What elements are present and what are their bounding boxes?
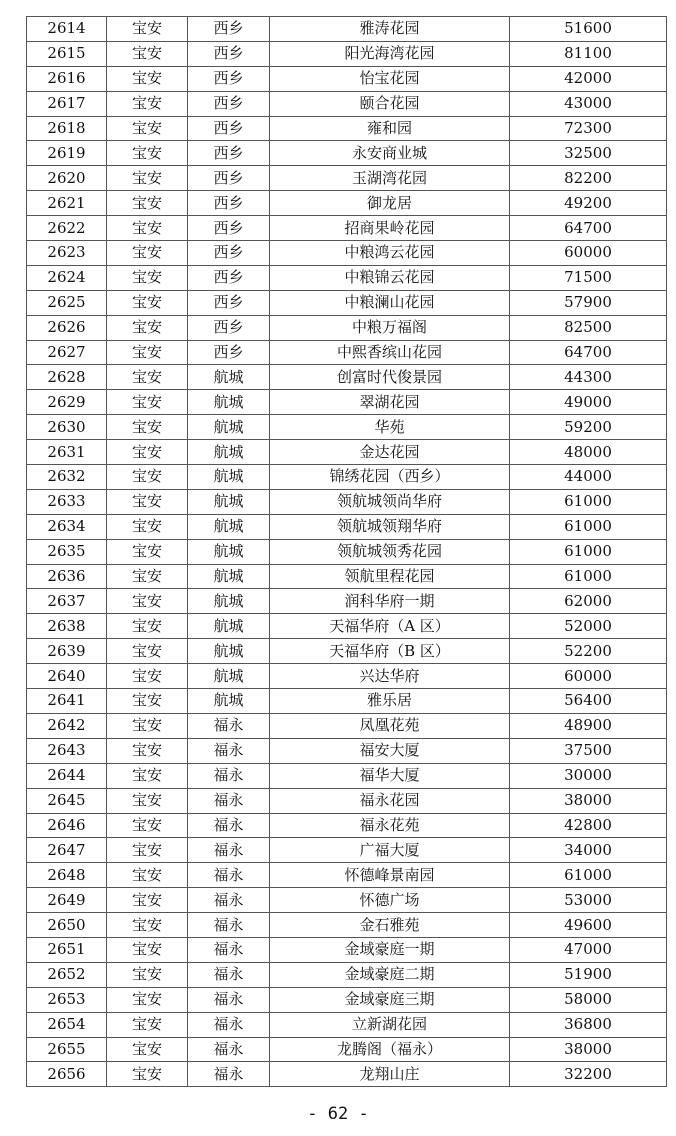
subdistrict-cell: 福永	[188, 1012, 270, 1037]
price-table-body	[27, 17, 667, 1087]
row-number-cell: 2621	[27, 191, 107, 216]
row-number-cell: 2642	[27, 713, 107, 738]
district-cell: 宝安	[107, 689, 188, 714]
community-name-cell: 领航里程花园	[270, 564, 510, 589]
price-cell: 61000	[510, 863, 667, 888]
community-name-cell: 金域豪庭一期	[270, 937, 510, 962]
community-name-cell: 龙腾阁（福永）	[270, 1037, 510, 1062]
subdistrict-cell: 航城	[188, 390, 270, 415]
community-name-cell: 福永花苑	[270, 813, 510, 838]
subdistrict-cell: 航城	[188, 589, 270, 614]
district-cell: 宝安	[107, 290, 188, 315]
table-row	[27, 116, 667, 141]
price-cell: 59200	[510, 415, 667, 440]
district-cell: 宝安	[107, 1012, 188, 1037]
price-cell: 60000	[510, 664, 667, 689]
subdistrict-cell: 西乡	[188, 41, 270, 66]
subdistrict-cell: 福永	[188, 962, 270, 987]
row-number-cell: 2639	[27, 639, 107, 664]
row-number-cell: 2640	[27, 664, 107, 689]
price-cell: 44000	[510, 465, 667, 490]
row-number-cell: 2631	[27, 440, 107, 465]
row-number-cell: 2617	[27, 91, 107, 116]
community-name-cell: 颐合花园	[270, 91, 510, 116]
table-row	[27, 664, 667, 689]
row-number-cell: 2655	[27, 1037, 107, 1062]
table-row	[27, 763, 667, 788]
community-name-cell: 雅乐居	[270, 689, 510, 714]
community-name-cell: 怀德广场	[270, 888, 510, 913]
district-cell: 宝安	[107, 141, 188, 166]
district-cell: 宝安	[107, 166, 188, 191]
subdistrict-cell: 西乡	[188, 166, 270, 191]
page-number: - 62 -	[307, 1104, 369, 1124]
community-name-cell: 中粮鸿云花园	[270, 241, 510, 266]
community-name-cell: 金达花园	[270, 440, 510, 465]
community-name-cell: 金域豪庭二期	[270, 962, 510, 987]
subdistrict-cell: 福永	[188, 888, 270, 913]
district-cell: 宝安	[107, 489, 188, 514]
community-name-cell: 阳光海湾花园	[270, 41, 510, 66]
table-row	[27, 713, 667, 738]
row-number-cell: 2618	[27, 116, 107, 141]
district-cell: 宝安	[107, 913, 188, 938]
row-number-cell: 2653	[27, 987, 107, 1012]
district-cell: 宝安	[107, 91, 188, 116]
subdistrict-cell: 航城	[188, 440, 270, 465]
table-row	[27, 440, 667, 465]
price-cell: 48000	[510, 440, 667, 465]
district-cell: 宝安	[107, 1062, 188, 1087]
community-name-cell: 招商果岭花园	[270, 216, 510, 241]
row-number-cell: 2638	[27, 614, 107, 639]
district-cell: 宝安	[107, 17, 188, 42]
price-cell: 42000	[510, 66, 667, 91]
subdistrict-cell: 航城	[188, 465, 270, 490]
district-cell: 宝安	[107, 116, 188, 141]
district-cell: 宝安	[107, 614, 188, 639]
subdistrict-cell: 福永	[188, 937, 270, 962]
row-number-cell: 2619	[27, 141, 107, 166]
table-row	[27, 639, 667, 664]
district-cell: 宝安	[107, 241, 188, 266]
table-row	[27, 315, 667, 340]
subdistrict-cell: 福永	[188, 987, 270, 1012]
price-cell: 51600	[510, 17, 667, 42]
table-row	[27, 489, 667, 514]
table-row	[27, 66, 667, 91]
price-cell: 43000	[510, 91, 667, 116]
district-cell: 宝安	[107, 763, 188, 788]
row-number-cell: 2616	[27, 66, 107, 91]
district-cell: 宝安	[107, 987, 188, 1012]
community-name-cell: 兴达华府	[270, 664, 510, 689]
price-cell: 34000	[510, 838, 667, 863]
table-row	[27, 614, 667, 639]
district-cell: 宝安	[107, 788, 188, 813]
community-name-cell: 怡宝花园	[270, 66, 510, 91]
community-name-cell: 金域豪庭三期	[270, 987, 510, 1012]
table-row	[27, 415, 667, 440]
price-cell: 72300	[510, 116, 667, 141]
row-number-cell: 2628	[27, 365, 107, 390]
row-number-cell: 2614	[27, 17, 107, 42]
district-cell: 宝安	[107, 838, 188, 863]
table-row	[27, 191, 667, 216]
row-number-cell: 2636	[27, 564, 107, 589]
district-cell: 宝安	[107, 66, 188, 91]
row-number-cell: 2650	[27, 913, 107, 938]
price-cell: 52200	[510, 639, 667, 664]
subdistrict-cell: 西乡	[188, 216, 270, 241]
price-cell: 32500	[510, 141, 667, 166]
price-cell: 49200	[510, 191, 667, 216]
district-cell: 宝安	[107, 216, 188, 241]
community-name-cell: 创富时代俊景园	[270, 365, 510, 390]
community-name-cell: 中熙香缤山花园	[270, 340, 510, 365]
table-row	[27, 987, 667, 1012]
subdistrict-cell: 西乡	[188, 141, 270, 166]
community-name-cell: 领航城领尚华府	[270, 489, 510, 514]
community-name-cell: 御龙居	[270, 191, 510, 216]
district-cell: 宝安	[107, 390, 188, 415]
row-number-cell: 2654	[27, 1012, 107, 1037]
subdistrict-cell: 福永	[188, 863, 270, 888]
subdistrict-cell: 西乡	[188, 191, 270, 216]
subdistrict-cell: 西乡	[188, 66, 270, 91]
row-number-cell: 2622	[27, 216, 107, 241]
subdistrict-cell: 西乡	[188, 315, 270, 340]
subdistrict-cell: 航城	[188, 489, 270, 514]
community-name-cell: 金石雅苑	[270, 913, 510, 938]
subdistrict-cell: 西乡	[188, 17, 270, 42]
price-cell: 32200	[510, 1062, 667, 1087]
district-cell: 宝安	[107, 589, 188, 614]
price-cell: 82200	[510, 166, 667, 191]
price-cell: 82500	[510, 315, 667, 340]
price-cell: 60000	[510, 241, 667, 266]
district-cell: 宝安	[107, 813, 188, 838]
row-number-cell: 2627	[27, 340, 107, 365]
district-cell: 宝安	[107, 415, 188, 440]
community-name-cell: 福华大厦	[270, 763, 510, 788]
subdistrict-cell: 福永	[188, 913, 270, 938]
district-cell: 宝安	[107, 713, 188, 738]
table-row	[27, 290, 667, 315]
table-row	[27, 91, 667, 116]
row-number-cell: 2645	[27, 788, 107, 813]
subdistrict-cell: 福永	[188, 813, 270, 838]
price-cell: 36800	[510, 1012, 667, 1037]
price-cell: 48900	[510, 713, 667, 738]
community-name-cell: 中粮锦云花园	[270, 265, 510, 290]
subdistrict-cell: 西乡	[188, 265, 270, 290]
table-row	[27, 738, 667, 763]
price-cell: 62000	[510, 589, 667, 614]
table-row	[27, 1037, 667, 1062]
row-number-cell: 2647	[27, 838, 107, 863]
district-cell: 宝安	[107, 962, 188, 987]
row-number-cell: 2620	[27, 166, 107, 191]
subdistrict-cell: 西乡	[188, 91, 270, 116]
row-number-cell: 2643	[27, 738, 107, 763]
district-cell: 宝安	[107, 365, 188, 390]
community-name-cell: 永安商业城	[270, 141, 510, 166]
price-cell: 47000	[510, 937, 667, 962]
table-row	[27, 365, 667, 390]
price-cell: 61000	[510, 564, 667, 589]
subdistrict-cell: 西乡	[188, 290, 270, 315]
row-number-cell: 2615	[27, 41, 107, 66]
community-name-cell: 翠湖花园	[270, 390, 510, 415]
table-row	[27, 589, 667, 614]
price-cell: 49600	[510, 913, 667, 938]
price-cell: 38000	[510, 1037, 667, 1062]
community-name-cell: 玉湖湾花园	[270, 166, 510, 191]
table-row	[27, 166, 667, 191]
price-cell: 52000	[510, 614, 667, 639]
table-row	[27, 888, 667, 913]
table-row	[27, 788, 667, 813]
price-cell: 64700	[510, 340, 667, 365]
row-number-cell: 2624	[27, 265, 107, 290]
district-cell: 宝安	[107, 340, 188, 365]
table-row	[27, 141, 667, 166]
district-cell: 宝安	[107, 265, 188, 290]
row-number-cell: 2634	[27, 514, 107, 539]
table-row	[27, 514, 667, 539]
row-number-cell: 2623	[27, 241, 107, 266]
price-cell: 44300	[510, 365, 667, 390]
subdistrict-cell: 福永	[188, 738, 270, 763]
community-name-cell: 领航城领秀花园	[270, 539, 510, 564]
row-number-cell: 2651	[27, 937, 107, 962]
price-cell: 56400	[510, 689, 667, 714]
district-cell: 宝安	[107, 937, 188, 962]
community-name-cell: 锦绣花园（西乡）	[270, 465, 510, 490]
table-row	[27, 863, 667, 888]
price-cell: 30000	[510, 763, 667, 788]
price-cell: 71500	[510, 265, 667, 290]
table-row	[27, 41, 667, 66]
district-cell: 宝安	[107, 863, 188, 888]
row-number-cell: 2656	[27, 1062, 107, 1087]
row-number-cell: 2652	[27, 962, 107, 987]
district-cell: 宝安	[107, 888, 188, 913]
table-row	[27, 564, 667, 589]
table-row	[27, 465, 667, 490]
community-name-cell: 福永花园	[270, 788, 510, 813]
table-row	[27, 340, 667, 365]
district-cell: 宝安	[107, 315, 188, 340]
price-table	[26, 16, 667, 1087]
price-cell: 49000	[510, 390, 667, 415]
district-cell: 宝安	[107, 41, 188, 66]
community-name-cell: 福安大厦	[270, 738, 510, 763]
subdistrict-cell: 航城	[188, 689, 270, 714]
community-name-cell: 雅涛花园	[270, 17, 510, 42]
price-cell: 53000	[510, 888, 667, 913]
row-number-cell: 2644	[27, 763, 107, 788]
community-name-cell: 天福华府（B 区）	[270, 639, 510, 664]
table-row	[27, 1012, 667, 1037]
price-cell: 81100	[510, 41, 667, 66]
community-name-cell: 立新湖花园	[270, 1012, 510, 1037]
district-cell: 宝安	[107, 191, 188, 216]
community-name-cell: 中粮万福阁	[270, 315, 510, 340]
subdistrict-cell: 福永	[188, 788, 270, 813]
row-number-cell: 2641	[27, 689, 107, 714]
row-number-cell: 2625	[27, 290, 107, 315]
price-cell: 37500	[510, 738, 667, 763]
community-name-cell: 中粮澜山花园	[270, 290, 510, 315]
table-row	[27, 962, 667, 987]
district-cell: 宝安	[107, 539, 188, 564]
subdistrict-cell: 航城	[188, 514, 270, 539]
table-row	[27, 689, 667, 714]
table-row	[27, 1062, 667, 1087]
row-number-cell: 2648	[27, 863, 107, 888]
subdistrict-cell: 航城	[188, 539, 270, 564]
district-cell: 宝安	[107, 1037, 188, 1062]
district-cell: 宝安	[107, 465, 188, 490]
community-name-cell: 怀德峰景南园	[270, 863, 510, 888]
district-cell: 宝安	[107, 738, 188, 763]
subdistrict-cell: 福永	[188, 1062, 270, 1087]
community-name-cell: 广福大厦	[270, 838, 510, 863]
district-cell: 宝安	[107, 564, 188, 589]
community-name-cell: 天福华府（A 区）	[270, 614, 510, 639]
subdistrict-cell: 福永	[188, 838, 270, 863]
row-number-cell: 2646	[27, 813, 107, 838]
subdistrict-cell: 西乡	[188, 241, 270, 266]
row-number-cell: 2630	[27, 415, 107, 440]
subdistrict-cell: 福永	[188, 1037, 270, 1062]
community-name-cell: 华苑	[270, 415, 510, 440]
row-number-cell: 2626	[27, 315, 107, 340]
table-row	[27, 539, 667, 564]
price-cell: 51900	[510, 962, 667, 987]
price-cell: 58000	[510, 987, 667, 1012]
table-row	[27, 17, 667, 42]
price-cell: 61000	[510, 539, 667, 564]
subdistrict-cell: 福永	[188, 763, 270, 788]
row-number-cell: 2633	[27, 489, 107, 514]
community-name-cell: 领航城领翔华府	[270, 514, 510, 539]
row-number-cell: 2635	[27, 539, 107, 564]
row-number-cell: 2629	[27, 390, 107, 415]
table-row	[27, 241, 667, 266]
price-cell: 57900	[510, 290, 667, 315]
row-number-cell: 2649	[27, 888, 107, 913]
community-name-cell: 龙翔山庄	[270, 1062, 510, 1087]
table-row	[27, 813, 667, 838]
district-cell: 宝安	[107, 664, 188, 689]
community-name-cell: 雍和园	[270, 116, 510, 141]
price-cell: 38000	[510, 788, 667, 813]
subdistrict-cell: 航城	[188, 664, 270, 689]
table-row	[27, 216, 667, 241]
table-row	[27, 913, 667, 938]
price-cell: 42800	[510, 813, 667, 838]
subdistrict-cell: 西乡	[188, 340, 270, 365]
price-cell: 61000	[510, 489, 667, 514]
district-cell: 宝安	[107, 639, 188, 664]
price-cell: 64700	[510, 216, 667, 241]
table-row	[27, 390, 667, 415]
row-number-cell: 2637	[27, 589, 107, 614]
subdistrict-cell: 航城	[188, 614, 270, 639]
subdistrict-cell: 西乡	[188, 116, 270, 141]
price-cell: 61000	[510, 514, 667, 539]
community-name-cell: 凤凰花苑	[270, 713, 510, 738]
subdistrict-cell: 航城	[188, 564, 270, 589]
subdistrict-cell: 航城	[188, 415, 270, 440]
district-cell: 宝安	[107, 514, 188, 539]
table-row	[27, 265, 667, 290]
subdistrict-cell: 航城	[188, 639, 270, 664]
table-row	[27, 937, 667, 962]
district-cell: 宝安	[107, 440, 188, 465]
table-row	[27, 838, 667, 863]
subdistrict-cell: 航城	[188, 365, 270, 390]
row-number-cell: 2632	[27, 465, 107, 490]
subdistrict-cell: 福永	[188, 713, 270, 738]
community-name-cell: 润科华府一期	[270, 589, 510, 614]
